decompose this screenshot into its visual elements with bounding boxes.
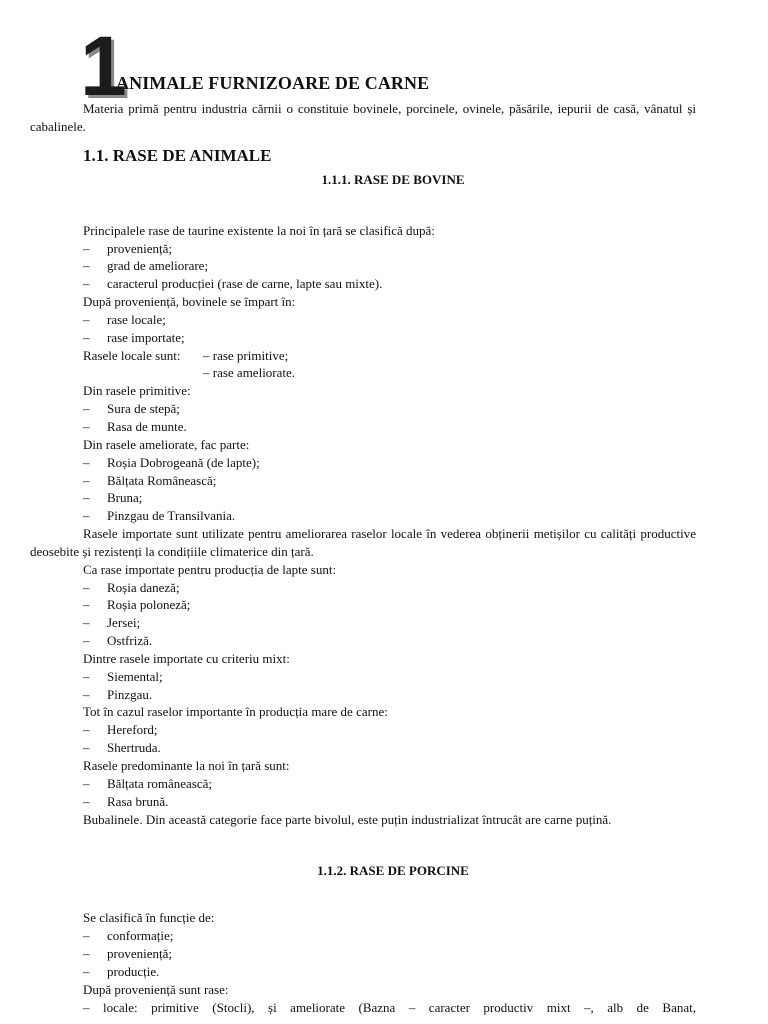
list-item: – rase locale; (83, 311, 166, 327)
list-item: – Siemental; (83, 668, 163, 684)
list-item: – Rasa brună. (83, 793, 169, 809)
bovine-provenance-intro: După proveniență, bovinele se împart în: (83, 294, 296, 310)
list-item: – Sura de stepă; (83, 401, 180, 417)
improved-intro: Din rasele ameliorate, fac parte: (83, 436, 250, 452)
list-item: – Roșia daneză; (83, 579, 180, 595)
chapter-title: ANIMALE FURNIZOARE DE CARNE (116, 73, 430, 93)
list-item: – Roșia poloneză; (83, 597, 191, 613)
chapter-number: 1 (80, 19, 127, 113)
list-item: – Pinzgau. (83, 686, 153, 702)
local-breeds-row-2: – rase ameliorate. (203, 365, 296, 381)
section-heading-1-1: 1.1. RASE DE ANIMALE (83, 145, 272, 165)
imported-paragraph: Rasele importate sunt utilizate pentru ameliorarea raselor locale în vederea obținerii metișilor cu calități productive deosebite și rezistenți la condițiile climaterice din țară. (30, 526, 696, 559)
porcine-provenance-intro: După proveniență sunt rase: (83, 981, 229, 997)
intro-paragraph: Materia primă pentru industria cărnii o constituie bovinele, porcinele, ovinele, păsările, iepurii de casă, vânatul și cabalinele. (30, 101, 696, 134)
porcine-local-line: – locale: primitive (Stocli), și ameliorate (Bazna – caracter productiv mixt –, alb de Banat, (83, 999, 696, 1015)
document-body (30, 100, 696, 1016)
list-item: – Pinzgau de Transilvania. (83, 508, 236, 524)
list-item: – grad de ameliorare; (83, 258, 209, 274)
milk-intro: Ca rase importate pentru producția de lapte sunt: (83, 561, 337, 577)
list-item: – Roșia Dobrogeană (de lapte); (83, 454, 260, 470)
list-item: – caracterul producției (rase de carne, lapte sau mixte). (83, 276, 383, 292)
meat-intro: Tot în cazul raselor importante în producția mare de carne: (83, 704, 388, 720)
list-item: – Bălțata românească; (83, 775, 213, 791)
list-item: – Hereford; (83, 722, 158, 738)
list-item: – Rasa de munte. (83, 418, 187, 434)
list-item: – Jersei; (83, 615, 141, 631)
list-item: – Bruna; (83, 490, 143, 506)
list-item: – conformație; (83, 928, 174, 944)
list-item: – producție. (83, 963, 160, 979)
buffalo-paragraph: Bubalinele. Din această categorie face parte bivolul, este puțin industrializat întrucât are carne puțină. (83, 811, 612, 827)
list-item: – Ostfriză. (83, 633, 153, 649)
porcine-classify-intro: Se clasifică în funcție de: (83, 910, 215, 926)
list-item: – proveniență; (83, 240, 172, 256)
list-item: – Shertruda. (83, 740, 161, 756)
mixed-intro: Dintre rasele importate cu criteriu mixt: (83, 650, 290, 666)
chapter-heading (80, 19, 720, 113)
list-item: – proveniență; (83, 946, 172, 962)
bovine-classify-intro: Principalele rase de taurine existente la noi în țară se clasifică după: (83, 222, 435, 238)
list-item: – Bălțata Românească; (83, 472, 217, 488)
local-breeds-row: Rasele locale sunt: – rase primitive; (83, 347, 289, 363)
list-item: – rase importate; (83, 329, 185, 345)
primitive-intro: Din rasele primitive: (83, 383, 191, 399)
subsection-heading-1-1-2: 1.1.2. RASE DE PORCINE (317, 863, 469, 879)
dominant-intro: Rasele predominante la noi în țară sunt: (83, 758, 290, 773)
subsection-heading-1-1-1: 1.1.1. RASE DE BOVINE (321, 171, 465, 187)
